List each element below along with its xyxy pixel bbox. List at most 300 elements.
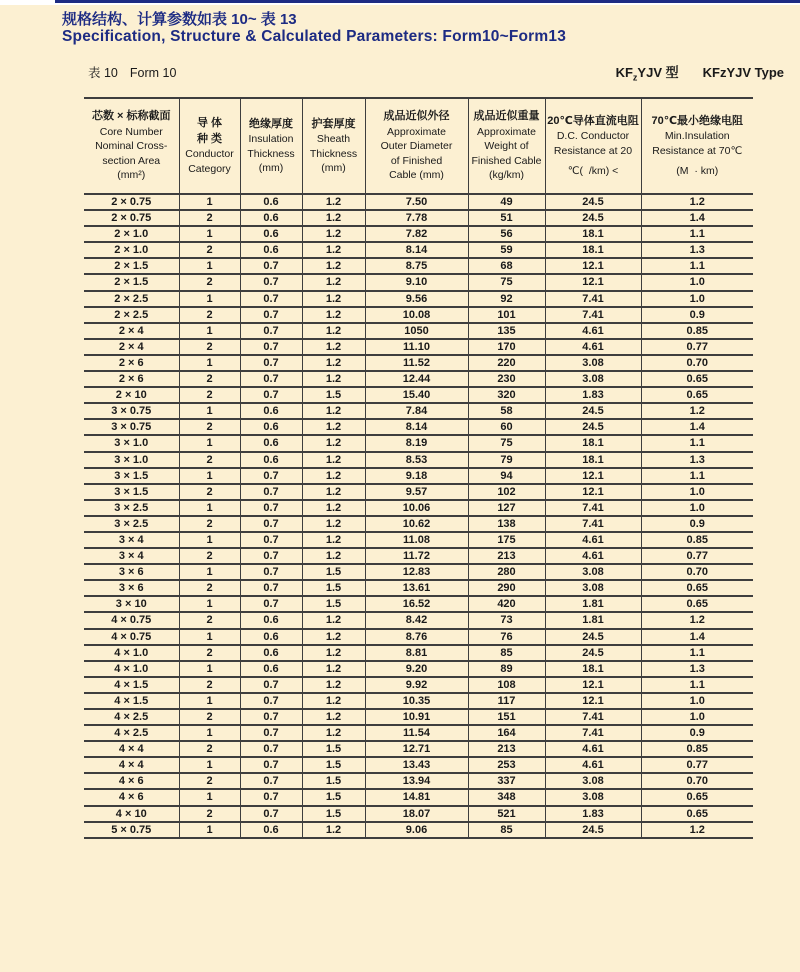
cell-weight: 290: [468, 580, 545, 596]
cell-min-insulation-resistance: 0.9: [641, 516, 753, 532]
cell-insulation-thickness: 0.6: [240, 194, 302, 210]
column-header-conductor-category: [179, 98, 240, 194]
cell-conductor-category: 1: [179, 291, 240, 307]
cell-conductor-category: 1: [179, 258, 240, 274]
cell-sheath-thickness: 1.2: [302, 403, 365, 419]
cell-sheath-thickness: 1.2: [302, 307, 365, 323]
cell-weight: 51: [468, 210, 545, 226]
cell-dc-resistance: 4.61: [545, 323, 641, 339]
column-header-line: Core Number: [99, 125, 163, 138]
cell-sheath-thickness: 1.2: [302, 210, 365, 226]
cell-weight: 94: [468, 468, 545, 484]
cell-outer-diameter: 9.10: [365, 274, 468, 290]
cell-conductor-category: 1: [179, 564, 240, 580]
cell-core-size: 4 × 6: [84, 773, 179, 789]
cell-outer-diameter: 7.84: [365, 403, 468, 419]
cell-conductor-category: 1: [179, 789, 240, 805]
cell-outer-diameter: 7.50: [365, 194, 468, 210]
cell-dc-resistance: 4.61: [545, 741, 641, 757]
table-row: [84, 516, 753, 532]
cell-core-size: 3 × 2.5: [84, 516, 179, 532]
cell-dc-resistance: 18.1: [545, 226, 641, 242]
cell-outer-diameter: 9.20: [365, 661, 468, 677]
cell-outer-diameter: 8.53: [365, 452, 468, 468]
column-header-dc-resistance: [545, 98, 641, 194]
cell-sheath-thickness: 1.5: [302, 580, 365, 596]
cell-sheath-thickness: 1.5: [302, 596, 365, 612]
cell-dc-resistance: 12.1: [545, 677, 641, 693]
page-title-en: Specification, Structure & Calculated Parameters: Form10~Form13: [62, 28, 567, 45]
cell-min-insulation-resistance: 1.1: [641, 645, 753, 661]
cell-outer-diameter: 9.06: [365, 822, 468, 838]
cell-core-size: 3 × 6: [84, 580, 179, 596]
cell-conductor-category: 2: [179, 210, 240, 226]
cell-sheath-thickness: 1.5: [302, 789, 365, 805]
cell-min-insulation-resistance: 0.85: [641, 741, 753, 757]
cell-weight: 60: [468, 419, 545, 435]
table-row: [84, 194, 753, 210]
table-row: [84, 661, 753, 677]
cell-insulation-thickness: 0.7: [240, 258, 302, 274]
cell-dc-resistance: 7.41: [545, 709, 641, 725]
table-row: [84, 435, 753, 451]
cell-insulation-thickness: 0.7: [240, 564, 302, 580]
cell-sheath-thickness: 1.2: [302, 452, 365, 468]
cell-conductor-category: 2: [179, 677, 240, 693]
cell-weight: 117: [468, 693, 545, 709]
cell-min-insulation-resistance: 0.65: [641, 387, 753, 403]
cell-insulation-thickness: 0.6: [240, 661, 302, 677]
cell-outer-diameter: 11.54: [365, 725, 468, 741]
column-header-line: 种 类: [196, 132, 223, 145]
table-row: [84, 452, 753, 468]
table-caption: [84, 63, 176, 81]
cell-dc-resistance: 4.61: [545, 532, 641, 548]
cell-outer-diameter: 11.72: [365, 548, 468, 564]
cell-outer-diameter: 10.62: [365, 516, 468, 532]
cell-core-size: 3 × 1.0: [84, 435, 179, 451]
table-row: [84, 629, 753, 645]
column-header-line: Category: [188, 162, 231, 175]
cell-conductor-category: 2: [179, 741, 240, 757]
cell-insulation-thickness: 0.6: [240, 612, 302, 628]
cell-dc-resistance: 18.1: [545, 242, 641, 258]
cell-core-size: 4 × 1.5: [84, 693, 179, 709]
cell-conductor-category: 2: [179, 242, 240, 258]
cell-core-size: 2 × 1.0: [84, 226, 179, 242]
cell-dc-resistance: 12.1: [545, 274, 641, 290]
cell-core-size: 2 × 2.5: [84, 307, 179, 323]
cell-dc-resistance: 4.61: [545, 757, 641, 773]
table-row: [84, 307, 753, 323]
table-row: [84, 371, 753, 387]
spec-table-body: [84, 194, 753, 838]
cable-type-zh: [615, 65, 679, 83]
cell-insulation-thickness: 0.6: [240, 645, 302, 661]
cell-min-insulation-resistance: 0.77: [641, 548, 753, 564]
column-header-line: (mm): [321, 162, 346, 174]
cell-outer-diameter: 10.06: [365, 500, 468, 516]
cell-insulation-thickness: 0.7: [240, 548, 302, 564]
column-header-line: of Finished: [390, 154, 443, 167]
cell-dc-resistance: 3.08: [545, 580, 641, 596]
cell-outer-diameter: 11.10: [365, 339, 468, 355]
cell-weight: 56: [468, 226, 545, 242]
cell-dc-resistance: 7.41: [545, 291, 641, 307]
cell-dc-resistance: 24.5: [545, 645, 641, 661]
cell-core-size: 4 × 6: [84, 789, 179, 805]
cell-dc-resistance: 7.41: [545, 725, 641, 741]
cell-weight: 420: [468, 596, 545, 612]
cell-outer-diameter: 8.76: [365, 629, 468, 645]
cell-outer-diameter: 7.82: [365, 226, 468, 242]
cell-weight: 89: [468, 661, 545, 677]
cell-weight: 59: [468, 242, 545, 258]
column-header-line: 绝缘厚度: [249, 117, 293, 130]
cell-min-insulation-resistance: 0.9: [641, 307, 753, 323]
table-caption-row: [84, 62, 784, 81]
cell-weight: 49: [468, 194, 545, 210]
cell-weight: 337: [468, 773, 545, 789]
cell-min-insulation-resistance: 1.2: [641, 612, 753, 628]
cell-insulation-thickness: 0.7: [240, 789, 302, 805]
cell-conductor-category: 2: [179, 645, 240, 661]
cell-outer-diameter: 18.07: [365, 806, 468, 822]
cell-sheath-thickness: 1.2: [302, 516, 365, 532]
cell-insulation-thickness: 0.7: [240, 291, 302, 307]
table-row: [84, 580, 753, 596]
cell-core-size: 2 × 10: [84, 387, 179, 403]
cell-core-size: 3 × 4: [84, 532, 179, 548]
cell-core-size: 2 × 4: [84, 339, 179, 355]
cell-conductor-category: 2: [179, 516, 240, 532]
cell-min-insulation-resistance: 0.85: [641, 323, 753, 339]
cell-outer-diameter: 15.40: [365, 387, 468, 403]
cell-weight: 175: [468, 532, 545, 548]
cell-weight: 170: [468, 339, 545, 355]
table-row: [84, 532, 753, 548]
table-row: [84, 210, 753, 226]
top-strip-line: [55, 0, 800, 3]
cell-dc-resistance: 3.08: [545, 564, 641, 580]
table-row: [84, 677, 753, 693]
cell-outer-diameter: 16.52: [365, 596, 468, 612]
cell-core-size: 2 × 0.75: [84, 194, 179, 210]
cell-insulation-thickness: 0.6: [240, 210, 302, 226]
cell-dc-resistance: 7.41: [545, 500, 641, 516]
cell-conductor-category: 2: [179, 419, 240, 435]
cell-dc-resistance: 1.83: [545, 387, 641, 403]
table-row: [84, 612, 753, 628]
cell-weight: 92: [468, 291, 545, 307]
cell-dc-resistance: 1.81: [545, 596, 641, 612]
cell-outer-diameter: 13.43: [365, 757, 468, 773]
cell-dc-resistance: 18.1: [545, 452, 641, 468]
cell-insulation-thickness: 0.7: [240, 371, 302, 387]
cell-min-insulation-resistance: 1.4: [641, 419, 753, 435]
cell-outer-diameter: 10.08: [365, 307, 468, 323]
table-row: [84, 789, 753, 805]
cell-conductor-category: 2: [179, 806, 240, 822]
cell-core-size: 3 × 0.75: [84, 403, 179, 419]
cell-insulation-thickness: 0.6: [240, 822, 302, 838]
cell-dc-resistance: 12.1: [545, 693, 641, 709]
cell-conductor-category: 2: [179, 580, 240, 596]
column-header-line: 成品近似外径: [383, 110, 450, 123]
cell-sheath-thickness: 1.2: [302, 371, 365, 387]
cell-core-size: 3 × 6: [84, 564, 179, 580]
cell-outer-diameter: 10.35: [365, 693, 468, 709]
cell-insulation-thickness: 0.7: [240, 806, 302, 822]
table-row: [84, 500, 753, 516]
cell-insulation-thickness: 0.7: [240, 516, 302, 532]
table-row: [84, 741, 753, 757]
cell-sheath-thickness: 1.2: [302, 339, 365, 355]
cell-weight: 85: [468, 645, 545, 661]
cell-sheath-thickness: 1.2: [302, 661, 365, 677]
cell-sheath-thickness: 1.5: [302, 741, 365, 757]
cell-insulation-thickness: 0.7: [240, 580, 302, 596]
cell-outer-diameter: 11.52: [365, 355, 468, 371]
cell-weight: 135: [468, 323, 545, 339]
cell-weight: 68: [468, 258, 545, 274]
cell-outer-diameter: 8.42: [365, 612, 468, 628]
cell-dc-resistance: 3.08: [545, 773, 641, 789]
table-row: [84, 419, 753, 435]
cell-min-insulation-resistance: 1.1: [641, 677, 753, 693]
column-header-line: Thickness: [309, 147, 358, 160]
cell-weight: 127: [468, 500, 545, 516]
cell-dc-resistance: 3.08: [545, 371, 641, 387]
cell-dc-resistance: 18.1: [545, 435, 641, 451]
cable-type-zh-suffix: YJV 型: [637, 65, 679, 80]
cell-outer-diameter: 8.14: [365, 242, 468, 258]
cell-weight: 101: [468, 307, 545, 323]
cell-min-insulation-resistance: 0.70: [641, 355, 753, 371]
cell-weight: 220: [468, 355, 545, 371]
cell-outer-diameter: 12.71: [365, 741, 468, 757]
cell-min-insulation-resistance: 0.70: [641, 564, 753, 580]
cell-dc-resistance: 12.1: [545, 258, 641, 274]
cell-sheath-thickness: 1.2: [302, 435, 365, 451]
cell-outer-diameter: 13.61: [365, 580, 468, 596]
cell-conductor-category: 1: [179, 822, 240, 838]
column-header-line: Outer Diameter: [380, 140, 453, 153]
cell-conductor-category: 2: [179, 548, 240, 564]
cell-outer-diameter: 9.56: [365, 291, 468, 307]
cell-conductor-category: 1: [179, 435, 240, 451]
column-header-line: (kg/km): [489, 169, 524, 182]
cell-weight: 75: [468, 274, 545, 290]
table-row: [84, 645, 753, 661]
cell-conductor-category: 1: [179, 532, 240, 548]
cell-core-size: 4 × 1.0: [84, 645, 179, 661]
cell-dc-resistance: 24.5: [545, 822, 641, 838]
table-row: [84, 548, 753, 564]
table-row: [84, 242, 753, 258]
cell-core-size: 4 × 4: [84, 757, 179, 773]
cell-conductor-category: 2: [179, 484, 240, 500]
cell-dc-resistance: 24.5: [545, 210, 641, 226]
cell-insulation-thickness: 0.7: [240, 677, 302, 693]
cell-min-insulation-resistance: 0.77: [641, 757, 753, 773]
cell-core-size: 4 × 2.5: [84, 725, 179, 741]
cell-insulation-thickness: 0.7: [240, 468, 302, 484]
cell-insulation-thickness: 0.7: [240, 339, 302, 355]
cell-sheath-thickness: 1.2: [302, 291, 365, 307]
cell-insulation-thickness: 0.7: [240, 274, 302, 290]
cell-min-insulation-resistance: 1.4: [641, 210, 753, 226]
cell-core-size: 4 × 0.75: [84, 629, 179, 645]
cell-min-insulation-resistance: 1.1: [641, 258, 753, 274]
cell-sheath-thickness: 1.2: [302, 468, 365, 484]
cell-weight: 230: [468, 371, 545, 387]
cell-core-size: 4 × 10: [84, 806, 179, 822]
cell-min-insulation-resistance: 0.70: [641, 773, 753, 789]
cable-type-zh-prefix: KF: [615, 65, 633, 80]
table-row: [84, 757, 753, 773]
cell-min-insulation-resistance: 1.0: [641, 484, 753, 500]
cell-conductor-category: 2: [179, 612, 240, 628]
cell-sheath-thickness: 1.2: [302, 548, 365, 564]
table-row: [84, 339, 753, 355]
cell-insulation-thickness: 0.7: [240, 323, 302, 339]
cell-insulation-thickness: 0.7: [240, 596, 302, 612]
cell-weight: 79: [468, 452, 545, 468]
cell-sheath-thickness: 1.5: [302, 387, 365, 403]
cell-sheath-thickness: 1.2: [302, 677, 365, 693]
cell-conductor-category: 2: [179, 307, 240, 323]
cell-weight: 85: [468, 822, 545, 838]
column-header-line: Cable (mm): [389, 169, 444, 182]
column-header-line: Resistance at 20: [553, 144, 633, 157]
cell-conductor-category: 1: [179, 194, 240, 210]
cell-conductor-category: 1: [179, 629, 240, 645]
cell-core-size: 2 × 4: [84, 323, 179, 339]
page-top-strip: [0, 0, 800, 5]
cell-min-insulation-resistance: 0.85: [641, 532, 753, 548]
cable-type-label: [616, 62, 784, 81]
cell-sheath-thickness: 1.2: [302, 725, 365, 741]
column-header-insulation-thickness: [240, 98, 302, 194]
cell-dc-resistance: 4.61: [545, 339, 641, 355]
cell-weight: 108: [468, 677, 545, 693]
cell-conductor-category: 1: [179, 661, 240, 677]
column-header-min-insulation-resistance: [641, 98, 753, 194]
cell-sheath-thickness: 1.2: [302, 500, 365, 516]
cell-min-insulation-resistance: 1.3: [641, 452, 753, 468]
cell-insulation-thickness: 0.6: [240, 435, 302, 451]
cell-sheath-thickness: 1.2: [302, 693, 365, 709]
cell-conductor-category: 2: [179, 452, 240, 468]
cell-insulation-thickness: 0.6: [240, 403, 302, 419]
cell-dc-resistance: 7.41: [545, 516, 641, 532]
cell-outer-diameter: 10.91: [365, 709, 468, 725]
table-row: [84, 564, 753, 580]
column-header-core-size: [84, 98, 179, 194]
cell-sheath-thickness: 1.2: [302, 484, 365, 500]
cell-sheath-thickness: 1.2: [302, 242, 365, 258]
cell-conductor-category: 1: [179, 596, 240, 612]
cell-conductor-category: 2: [179, 387, 240, 403]
cell-weight: 253: [468, 757, 545, 773]
cell-min-insulation-resistance: 0.9: [641, 725, 753, 741]
cell-sheath-thickness: 1.2: [302, 258, 365, 274]
cell-sheath-thickness: 1.2: [302, 355, 365, 371]
cell-outer-diameter: 13.94: [365, 773, 468, 789]
column-header-line: Conductor: [185, 148, 234, 160]
cell-sheath-thickness: 1.5: [302, 806, 365, 822]
table-row: [84, 323, 753, 339]
cell-outer-diameter: 8.81: [365, 645, 468, 661]
column-header-line: Resistance at 70℃: [652, 144, 743, 157]
cell-outer-diameter: 9.57: [365, 484, 468, 500]
cell-sheath-thickness: 1.5: [302, 773, 365, 789]
cell-min-insulation-resistance: 0.65: [641, 371, 753, 387]
cell-insulation-thickness: 0.7: [240, 532, 302, 548]
table-row: [84, 596, 753, 612]
table-row: [84, 806, 753, 822]
column-header-line: Sheath: [316, 133, 351, 145]
column-header-line: D.C. Conductor: [556, 130, 630, 142]
cell-sheath-thickness: 1.2: [302, 612, 365, 628]
cell-dc-resistance: 18.1: [545, 661, 641, 677]
cell-conductor-category: 1: [179, 226, 240, 242]
cell-min-insulation-resistance: 0.65: [641, 806, 753, 822]
cell-min-insulation-resistance: 0.65: [641, 580, 753, 596]
column-header-line: ℃( /km) <: [567, 165, 619, 177]
cell-weight: 521: [468, 806, 545, 822]
cell-core-size: 2 × 6: [84, 371, 179, 387]
cell-weight: 280: [468, 564, 545, 580]
cell-outer-diameter: 14.81: [365, 789, 468, 805]
cell-dc-resistance: 3.08: [545, 355, 641, 371]
cell-sheath-thickness: 1.2: [302, 323, 365, 339]
cell-conductor-category: 1: [179, 468, 240, 484]
table-row: [84, 725, 753, 741]
table-row: [84, 226, 753, 242]
cell-min-insulation-resistance: 1.1: [641, 468, 753, 484]
table-row: [84, 693, 753, 709]
cell-conductor-category: 2: [179, 274, 240, 290]
cell-core-size: 4 × 1.0: [84, 661, 179, 677]
cell-weight: 73: [468, 612, 545, 628]
cell-dc-resistance: 12.1: [545, 484, 641, 500]
cell-min-insulation-resistance: 0.77: [641, 339, 753, 355]
cell-min-insulation-resistance: 1.0: [641, 500, 753, 516]
cell-dc-resistance: 24.5: [545, 194, 641, 210]
cell-outer-diameter: 7.78: [365, 210, 468, 226]
header-row: [84, 98, 753, 194]
cell-insulation-thickness: 0.7: [240, 693, 302, 709]
table-row: [84, 484, 753, 500]
cell-insulation-thickness: 0.6: [240, 629, 302, 645]
column-header-line: Weight of: [484, 140, 529, 153]
cell-min-insulation-resistance: 1.2: [641, 403, 753, 419]
column-header-sheath-thickness: [302, 98, 365, 194]
cell-sheath-thickness: 1.2: [302, 419, 365, 435]
cell-weight: 348: [468, 789, 545, 805]
cell-sheath-thickness: 1.5: [302, 564, 365, 580]
cell-core-size: 3 × 1.5: [84, 468, 179, 484]
table-row: [84, 468, 753, 484]
cell-conductor-category: 1: [179, 323, 240, 339]
column-header-line: Min.Insulation: [664, 130, 730, 142]
cell-insulation-thickness: 0.7: [240, 500, 302, 516]
cell-insulation-thickness: 0.7: [240, 387, 302, 403]
cell-dc-resistance: 4.61: [545, 548, 641, 564]
cell-dc-resistance: 3.08: [545, 789, 641, 805]
